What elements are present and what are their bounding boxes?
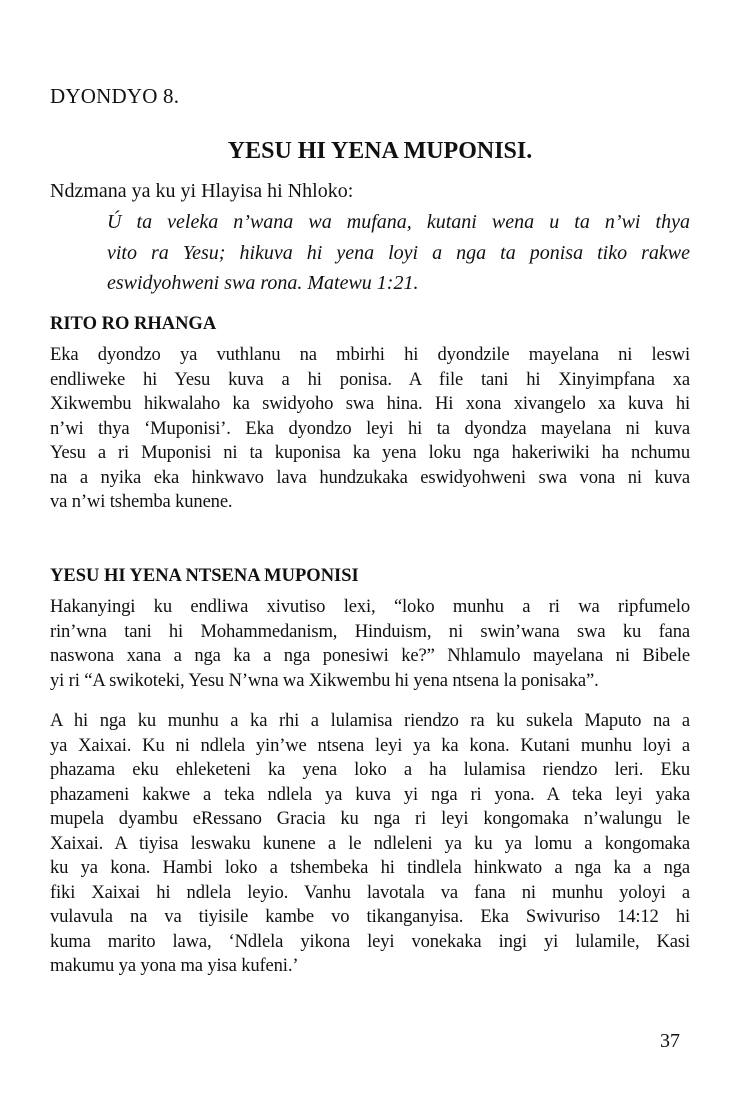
page-title: YESU HI YENA MUPONISI. bbox=[227, 138, 533, 164]
paragraph-line: ku ya kona. Hambi loko a tshembeka hi tindlela hinkwato a nga ka a nga bbox=[50, 857, 690, 878]
section-heading-intro: RITO RO RHANGA bbox=[50, 314, 217, 334]
paragraph-line: va n’wi tshemba kunene. bbox=[50, 491, 233, 512]
paragraph bbox=[50, 343, 690, 515]
paragraph-line: n’wi thya ‘Muponisi’. Eka dyondzo leyi hi ta dyondza mayelana ni kuva bbox=[50, 417, 690, 439]
verse-line: eswidyohweni swa rona. Matewu 1:21. bbox=[107, 272, 419, 294]
paragraph-line: phazameni kakwe a teka ndlela ya kuva yi nga ri yona. A teka leyi yaka bbox=[50, 783, 690, 805]
paragraph-line: vulavula na va tiyisile kambe vo tikanganyisa. Eka Swivuriso 14:12 hi bbox=[50, 906, 690, 927]
paragraph-line: A hi nga ku munhu a ka rhi a lulamisa riendzo ra ku sukela Maputo na a bbox=[50, 710, 690, 731]
paragraph-line: Yesu a ri Muponisi ni ta kuponisa ka yena loku nga hakeriwiki ha nchumu bbox=[50, 442, 690, 463]
paragraph-line: Eka dyondzo ya vuthlanu na mbirhi hi dyondzile mayelana ni leswi bbox=[50, 344, 690, 365]
paragraph-line: ya Xaixai. Ku ni ndlela yin’we ntsena leyi ya ka kona. Kutani munhu loyi a bbox=[50, 734, 690, 756]
paragraph bbox=[50, 595, 690, 693]
paragraph-line: yi ri “A swikoteki, Yesu N’wna wa Xikwembu hi yena ntsena la ponisaka”. bbox=[50, 669, 599, 691]
paragraph bbox=[50, 709, 690, 979]
paragraph-line: naswona xana a nga ka a nga ponesiwi ke?” Nhlamulo mayelana ni Bibele bbox=[50, 645, 690, 666]
page-number: 37 bbox=[660, 1030, 680, 1052]
paragraph-line: na a nyika eka hinkwavo lava hundzukaka eswidyohweni swa vona ni kuva bbox=[50, 466, 690, 488]
lesson-number: DYONDYO 8. bbox=[50, 84, 180, 108]
paragraph-line: Hakanyingi ku endliwa xivutiso lexi, “loko munhu a ri wa ripfumelo bbox=[50, 596, 690, 617]
verse-line: vito ra Yesu; hikuva hi yena loyi a nga ta ponisa tiko rakwe bbox=[107, 241, 690, 264]
paragraph-line: endliweke hi Yesu kuva a hi ponisa. A file tani hi Xinyimpfana xa bbox=[50, 368, 690, 390]
paragraph-line: Xaixai. A tiyisa leswaku kunene a le ndleleni ya ku ya lomu a kongomaka bbox=[50, 832, 690, 854]
paragraph-line: makumu ya yona ma yisa kufeni.’ bbox=[50, 955, 299, 976]
paragraph-line: mupela dyambu eRessano Gracia ku nga ri leyi kongomaka n’walungu le bbox=[50, 808, 690, 829]
paragraph-line: rin’wna tani hi Mohammedanism, Hinduism, ni swin’wana swa ku fana bbox=[50, 620, 690, 642]
paragraph-line: Xikwembu hikwalaho ka swidyoho swa hina. Hi xona xivangelo xa kuva hi bbox=[50, 393, 690, 414]
section-heading-only-savior: YESU HI YENA NTSENA MUPONISI bbox=[50, 566, 359, 586]
memory-verse-label: Ndzmana ya ku yi Hlayisa hi Nhloko: bbox=[50, 180, 354, 202]
memory-verse bbox=[107, 207, 690, 299]
paragraph-line: fiki Xaixai hi ndlela leyio. Vanhu lavotala va fana ni munhu yoloyi a bbox=[50, 881, 690, 903]
verse-line: Ú ta veleka n’wana wa mufana, kutani wena u ta n’wi thya bbox=[107, 211, 690, 233]
paragraph-line: phazama eku ehleketeni ka yena loko a ha lulamisa riendzo leri. Eku bbox=[50, 759, 690, 780]
paragraph-line: kuma marito lawa, ‘Ndlela yikona leyi vonekaka ingi yi lulamile, Kasi bbox=[50, 930, 690, 952]
